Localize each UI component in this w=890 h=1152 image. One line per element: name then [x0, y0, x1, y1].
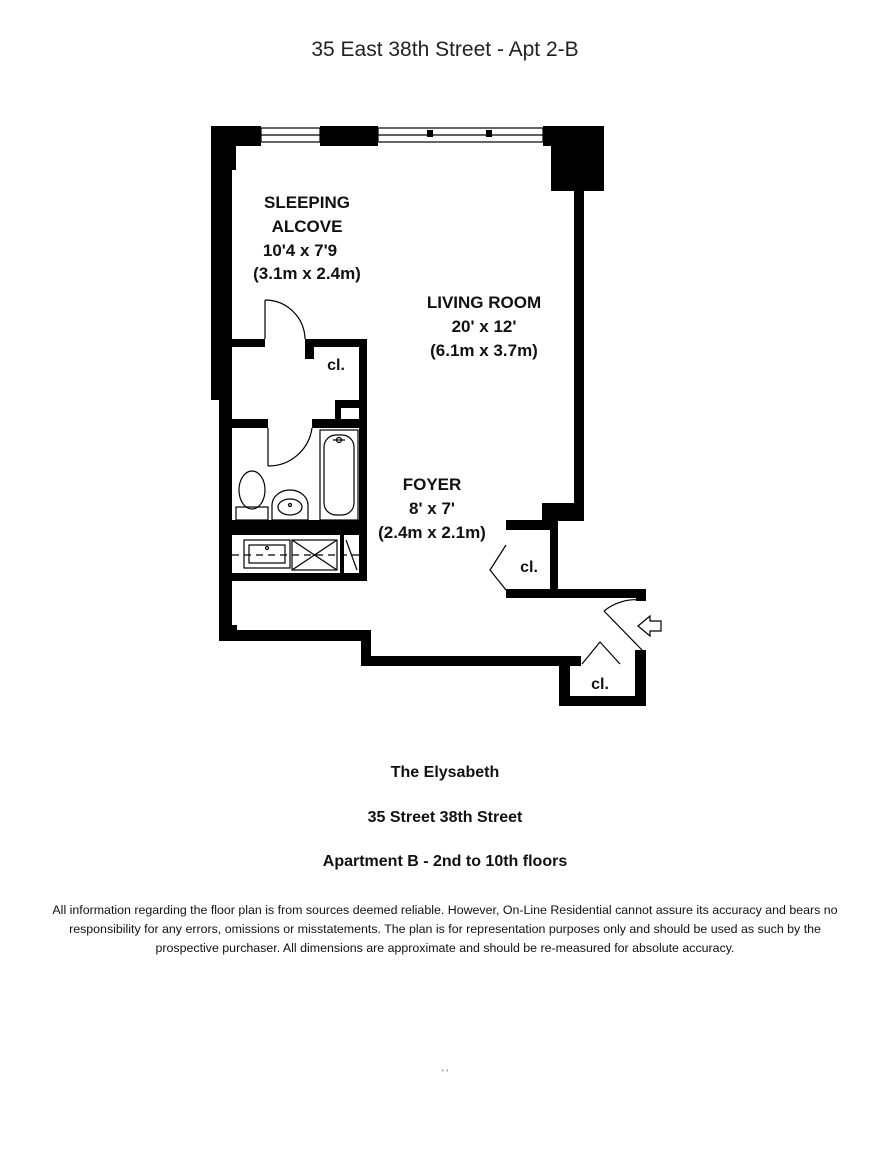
closet-entry-wall-bottom: [559, 696, 646, 706]
sleeping-alcove-name-2: ALCOVE: [271, 217, 343, 236]
entry-arrow-icon: [638, 616, 661, 636]
foyer-dim-imperial: 8' x 7': [409, 499, 455, 518]
living-room-name: LIVING ROOM: [426, 293, 542, 312]
closet-label-entry: cl.: [591, 676, 609, 693]
windows: [261, 128, 543, 142]
sleeping-alcove-name-1: SLEEPING: [264, 193, 350, 212]
sleeping-alcove-dim-metric: (3.1m x 2.4m): [253, 264, 361, 283]
kitchen-sink-icon: [249, 545, 285, 563]
column-top-right: [551, 126, 604, 191]
closet-label-foyer: cl.: [520, 559, 538, 576]
closet-label-alcove: cl.: [327, 357, 345, 374]
living-room-dim-imperial: 20' x 12': [451, 317, 517, 336]
living-room-dim-metric: (6.1m x 3.7m): [430, 341, 538, 360]
toilet-icon: [239, 471, 265, 509]
foyer-closet-wall-bottom: [506, 589, 646, 598]
disclaimer-text: All information regarding the floor plan is from sources deemed reliable. However, On-Line Residential cannot assure its accuracy and bears no responsibility for any errors, omissions or misstatements. The plan is for representation purposes only and should be used as such by the prospective purchaser. All dimensions are approximate and should be re-measured for absolute accuracy.: [52, 903, 838, 955]
closet-entry-wall-right: [635, 650, 646, 706]
foyer-name: FOYER: [402, 475, 462, 494]
building-address: 35 Street 38th Street: [367, 809, 523, 826]
wall-right: [574, 191, 584, 521]
wall-top-mid: [320, 126, 378, 146]
exterior-walls: [211, 126, 646, 706]
apartment-line: Apartment B - 2nd to 10th floors: [322, 853, 568, 870]
footer-mark: ' ': [442, 1068, 448, 1078]
kitchenette: [232, 540, 359, 570]
wall-left: [211, 126, 237, 640]
wall-right-jog: [542, 503, 584, 521]
foyer-closet-wall-right: [550, 520, 558, 596]
wall-bottom-mid: [361, 656, 581, 666]
foyer-dim-metric: (2.4m x 2.1m): [378, 523, 486, 542]
wall-bottom-left: [219, 630, 369, 641]
page-title: 35 East 38th Street - Apt 2-B: [311, 38, 579, 61]
sleeping-alcove-dim-imperial: 10'4 x 7'9: [262, 241, 338, 260]
bathroom-fixtures: [236, 430, 358, 520]
bathtub-icon: [320, 430, 358, 520]
building-name: The Elysabeth: [390, 764, 500, 781]
